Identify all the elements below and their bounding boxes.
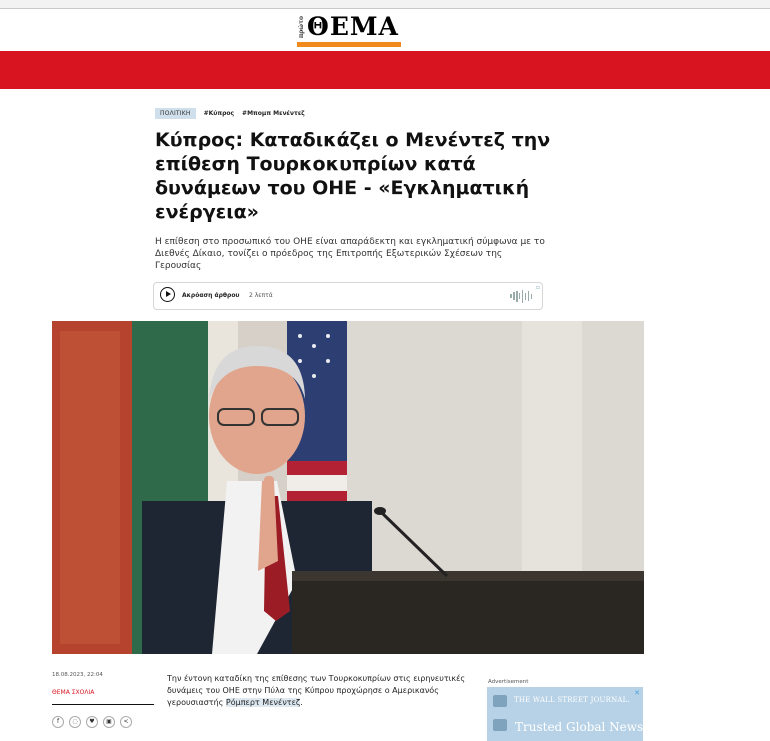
- info-icon: ▫: [535, 284, 540, 291]
- body-text-start: Την έντονη καταδίκη της επίθεσης των Τουρκοκυπρίων στις ειρηνευτικές δυνάμεις του ΟΗΕ στην Πύλα της Κύπρου προχώρησε ο Αμερικανός γερουσιαστής: [167, 674, 466, 707]
- browser-top-bar: [0, 0, 770, 9]
- facebook-icon[interactable]: f: [52, 716, 64, 728]
- share-icon[interactable]: <: [120, 716, 132, 728]
- article-body: [167, 673, 479, 709]
- logo-text: ΘΕΜΑ: [307, 12, 399, 41]
- author-link[interactable]: ΘΕΜΑ ΣΧΟΛΙΑ: [52, 689, 95, 696]
- tag-link[interactable]: #Κύπρος: [203, 110, 235, 117]
- article-title: Κύπρος: Καταδικάζει ο Μενέντεζ την επίθεση Τουρκοκυπρίων κατά δυνάμεων του ΟΗΕ - «Εγκληματική ενέργεια»: [155, 129, 551, 223]
- waveform-icon: [510, 289, 532, 303]
- site-logo[interactable]: [297, 14, 401, 47]
- ad-headline: Trusted Global News: [515, 720, 643, 734]
- tag-link[interactable]: #Μπομπ Μενέντεζ: [242, 110, 305, 117]
- publish-date: 18.08.2023, 22:04: [52, 672, 103, 678]
- logo-prefix: πρώτο: [298, 16, 306, 39]
- navigation-bar: [0, 51, 770, 89]
- ad-logo-icon: [493, 695, 507, 707]
- article-image: [52, 321, 644, 654]
- site-header: [0, 14, 698, 47]
- whatsapp-icon[interactable]: ◌: [69, 716, 81, 728]
- print-icon[interactable]: ▣: [103, 716, 115, 728]
- article-lead: Η επίθεση στο προσωπικό του ΟΗΕ είναι απαράδεκτη και εγκληματική σύμφωνα με το Διεθνές Δίκαιο, τονίζει ο πρόεδρος της Επιτροπής Εξωτερικών Σχέσεων της Γερουσίας: [155, 237, 545, 271]
- byline-divider: [52, 704, 154, 705]
- body-text-end: .: [300, 698, 303, 707]
- play-icon[interactable]: [160, 287, 175, 302]
- ad-logo-icon: [493, 719, 507, 731]
- ad-label: Advertisement: [488, 679, 529, 685]
- share-bar: [52, 716, 132, 728]
- audio-player: [153, 282, 543, 310]
- person-link[interactable]: Ρόμπερτ Μενέντεζ: [225, 698, 301, 707]
- ad-close-icon[interactable]: ✕: [634, 689, 640, 697]
- advertisement[interactable]: [487, 687, 643, 741]
- twitter-icon[interactable]: ♥: [86, 716, 98, 728]
- ad-brand: THE WALL STREET JOURNAL.: [514, 696, 630, 704]
- category-tag[interactable]: ΠΟΛΙΤΙΚΗ: [155, 108, 196, 119]
- article-tags: [155, 108, 305, 119]
- audio-duration: 2 λεπτά: [249, 292, 273, 299]
- audio-label[interactable]: Ακρόαση άρθρου: [182, 292, 240, 299]
